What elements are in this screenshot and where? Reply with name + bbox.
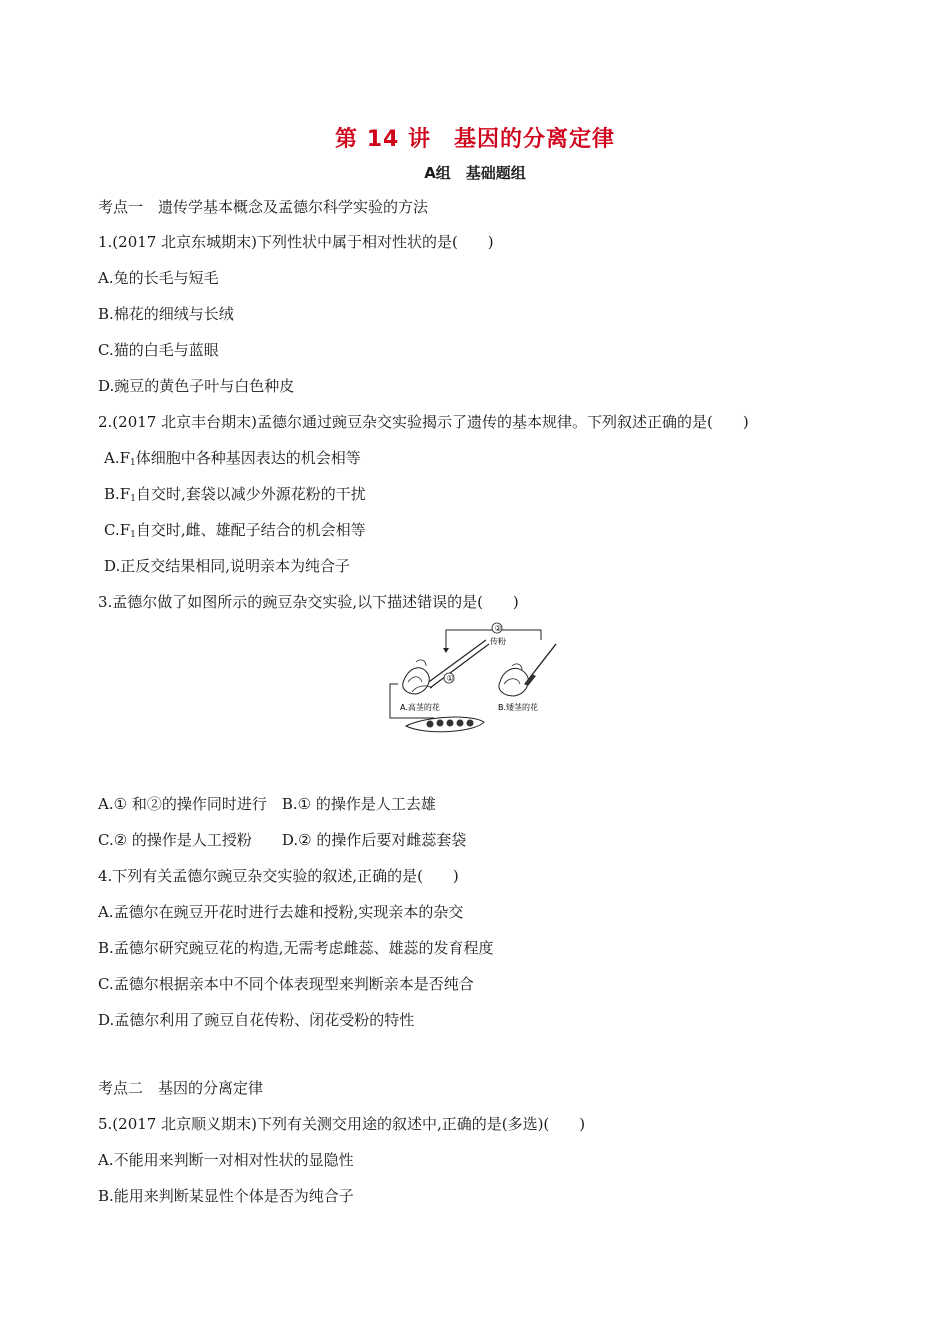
question-1-stem: 1.(2017 北京东城期末)下列性状中属于相对性状的是( ) xyxy=(98,233,494,251)
question-2-option-d: D.正反交结果相同,说明亲本为纯合子 xyxy=(104,557,351,575)
question-5-option-b: B.能用来判断某显性个体是否为纯合子 xyxy=(98,1187,354,1205)
question-4-stem: 4.下列有关孟德尔豌豆杂交实验的叙述,正确的是( ) xyxy=(98,867,459,885)
question-2-option-a: $A.F_1$体细胞中各种基因表达的机会相等 xyxy=(104,449,361,468)
question-3-options-ab: A.① 和②的操作同时进行 B.① 的操作是人工去雄 xyxy=(98,795,436,813)
section-heading-2: 考点二 基因的分离定律 xyxy=(98,1079,264,1097)
pea-cross-figure xyxy=(386,622,562,740)
question-1-option-c: C.猫的白毛与蓝眼 xyxy=(98,341,219,359)
section-heading-1: 考点一 遗传学基本概念及孟德尔科学实验的方法 xyxy=(98,198,429,216)
transfer-label: 传粉 xyxy=(490,637,506,646)
step-1-label: ① xyxy=(446,674,454,683)
question-1-option-a: A.兔的长毛与短毛 xyxy=(98,269,219,287)
question-1-option-d: D.豌豆的黄色子叶与白色种皮 xyxy=(98,377,295,395)
question-4-option-a: A.孟德尔在豌豆开花时进行去雄和授粉,实现亲本的杂交 xyxy=(98,903,464,921)
question-5-option-a: A.不能用来判断一对相对性状的显隐性 xyxy=(98,1151,354,1169)
figure-label-b: B.矮茎的花 xyxy=(498,703,539,712)
question-2-option-c: $C.F_1$自交时,雌、雄配子结合的机会相等 xyxy=(104,521,366,540)
figure-label-a: A.高茎的花 xyxy=(400,703,440,712)
question-4-option-c: C.孟德尔根据亲本中不同个体表现型来判断亲本是否纯合 xyxy=(98,975,474,993)
question-4-option-b: B.孟德尔研究豌豆花的构造,无需考虑雌蕊、雄蕊的发育程度 xyxy=(98,939,494,957)
question-3-options-cd: C.② 的操作是人工授粉 D.② 的操作后要对雌蕊套袋 xyxy=(98,831,467,849)
question-5-stem: 5.(2017 北京顺义期末)下列有关测交用途的叙述中,正确的是(多选)( ) xyxy=(98,1115,586,1133)
step-2-label: ② xyxy=(494,624,502,633)
group-subtitle: A组 基础题组 xyxy=(424,164,526,182)
question-3-stem: 3.孟德尔做了如图所示的豌豆杂交实验,以下描述错误的是( ) xyxy=(98,593,519,611)
question-4-option-d: D.孟德尔利用了豌豆自花传粉、闭花受粉的特性 xyxy=(98,1011,415,1029)
question-2-option-b: $B.F_1$自交时,套袋以减少外源花粉的干扰 xyxy=(104,485,366,504)
question-1-option-b: B.棉花的细绒与长绒 xyxy=(98,305,234,323)
pea-cross-diagram xyxy=(386,622,562,740)
question-2-stem: 2.(2017 北京丰台期末)孟德尔通过豌豆杂交实验揭示了遗传的基本规律。下列叙述正确的是( ) xyxy=(98,413,749,431)
page-title: 第 14 讲 基因的分离定律 xyxy=(335,127,615,152)
